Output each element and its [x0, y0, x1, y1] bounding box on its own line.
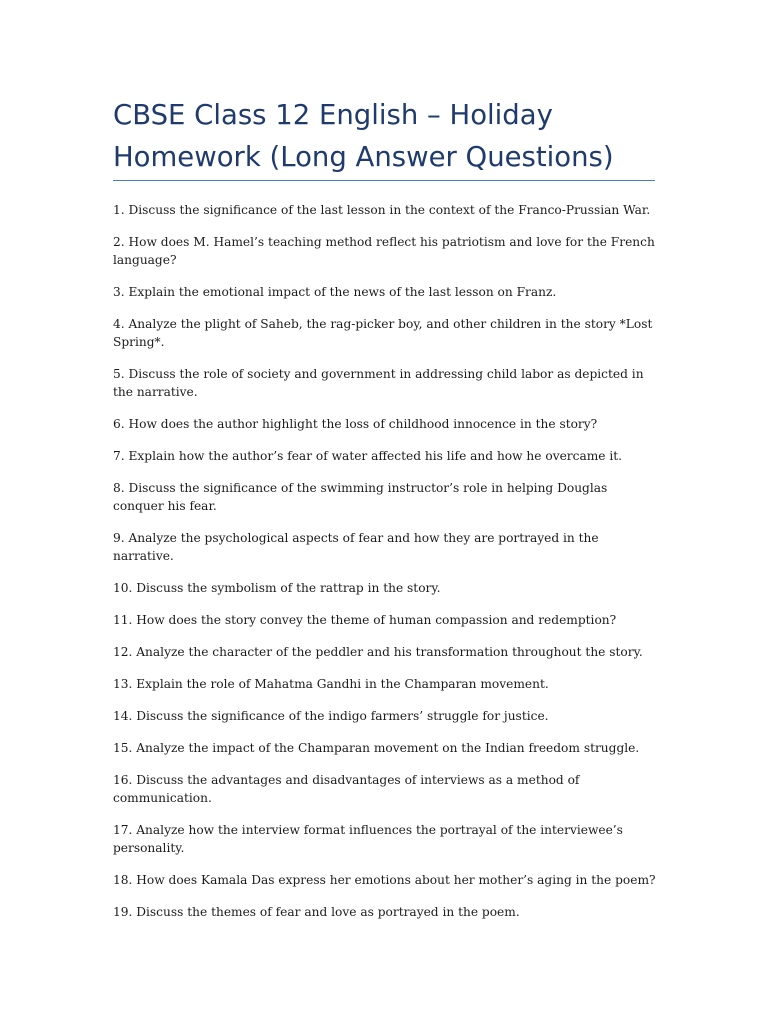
question-item: 16. Discuss the advantages and disadvantages of interviews as a method of communication. — [113, 773, 580, 805]
question-item: 4. Analyze the plight of Saheb, the rag-picker boy, and other children in the story *Lost Spring*. — [113, 317, 653, 349]
question-item: 9. Analyze the psychological aspects of fear and how they are portrayed in the narrative. — [113, 531, 599, 563]
question-item: 5. Discuss the role of society and government in addressing child labor as depicted in the narrative. — [113, 367, 644, 399]
question-item: 18. How does Kamala Das express her emotions about her mother’s aging in the poem? — [113, 873, 656, 887]
document-title: CBSE Class 12 English – Holiday Homework (Long Answer Questions) — [113, 99, 614, 173]
question-item: 11. How does the story convey the theme of human compassion and redemption? — [113, 613, 617, 627]
question-item: 8. Discuss the significance of the swimming instructor’s role in helping Douglas conquer his fear. — [113, 481, 608, 513]
title-underline — [113, 180, 655, 181]
question-item: 6. How does the author highlight the loss of childhood innocence in the story? — [113, 417, 598, 431]
question-item: 1. Discuss the significance of the last lesson in the context of the Franco-Prussian War. — [113, 203, 651, 217]
question-item: 19. Discuss the themes of fear and love as portrayed in the poem. — [113, 905, 520, 919]
question-item: 7. Explain how the author’s fear of water affected his life and how he overcame it. — [113, 449, 623, 463]
question-item: 2. How does M. Hamel’s teaching method reflect his patriotism and love for the French language? — [113, 235, 655, 267]
question-item: 15. Analyze the impact of the Champaran movement on the Indian freedom struggle. — [113, 741, 640, 755]
question-item: 14. Discuss the significance of the indigo farmers’ struggle for justice. — [113, 709, 549, 723]
question-list — [113, 201, 658, 935]
question-item: 12. Analyze the character of the peddler and his transformation throughout the story. — [113, 645, 643, 659]
question-item: 13. Explain the role of Mahatma Gandhi in the Champaran movement. — [113, 677, 549, 691]
question-item: 3. Explain the emotional impact of the news of the last lesson on Franz. — [113, 285, 557, 299]
question-item: 10. Discuss the symbolism of the rattrap in the story. — [113, 581, 441, 595]
question-item: 17. Analyze how the interview format influences the portrayal of the interviewee’s personality. — [113, 823, 623, 855]
